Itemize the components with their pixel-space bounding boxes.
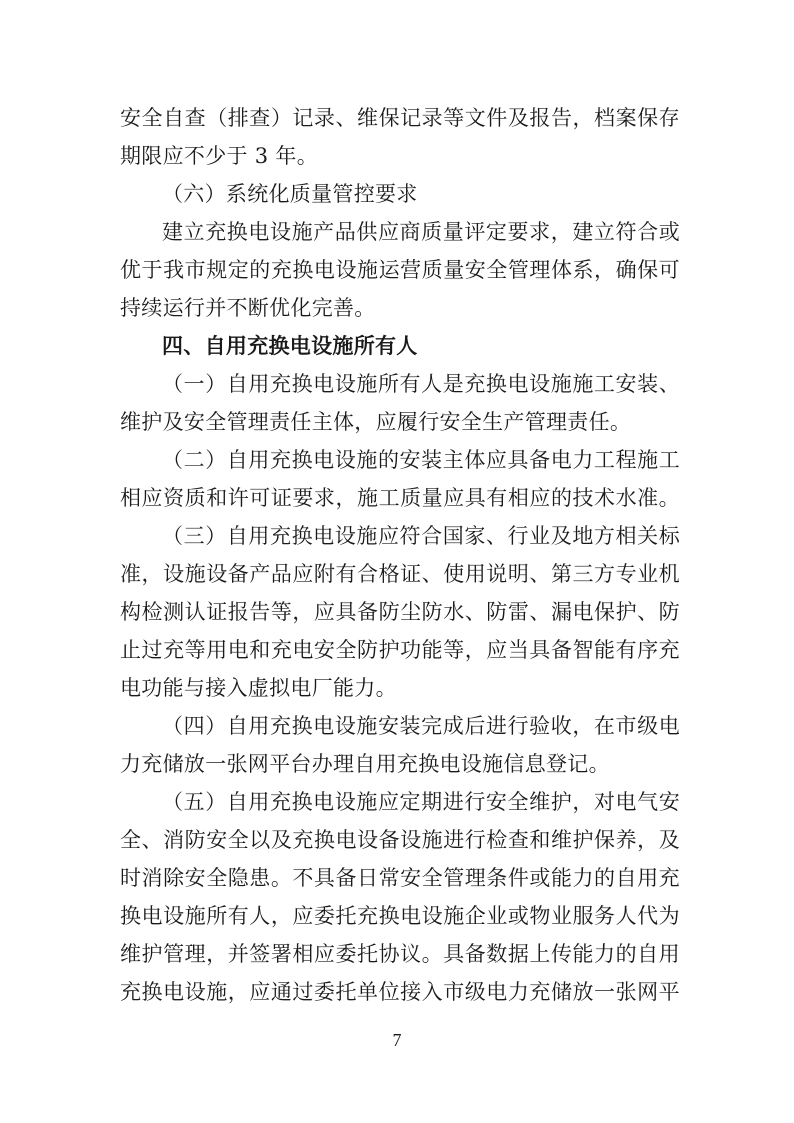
- section-subheading: （六）系统化质量管控要求: [162, 182, 418, 206]
- body-line: （一）自用充换电设施所有人是充换电设施施工安装、: [162, 372, 680, 396]
- body-line: 安全自查（排查）记录、维保记录等文件及报告，档案保存: [120, 106, 680, 130]
- body-line: 全、消防安全以及充换电设备设施进行检查和维护保养，及: [120, 828, 680, 852]
- body-line: 时消除安全隐患。不具备日常安全管理条件或能力的自用充: [120, 866, 680, 890]
- body-line: （二）自用充换电设施的安装主体应具备电力工程施工: [162, 448, 680, 472]
- body-line: 相应资质和许可证要求，施工质量应具有相应的技术水准。: [120, 486, 680, 510]
- body-line: 维护管理，并签署相应委托协议。具备数据上传能力的自用: [120, 942, 680, 966]
- body-line: （三）自用充换电设施应符合国家、行业及地方相关标: [162, 524, 680, 548]
- body-line: 构检测认证报告等，应具备防尘防水、防雷、漏电保护、防: [120, 600, 680, 624]
- body-line: 电功能与接入虚拟电厂能力。: [120, 676, 397, 700]
- body-line: 期限应不少于 3 年。: [120, 144, 319, 168]
- body-line: 优于我市规定的充换电设施运营质量安全管理体系，确保可: [120, 258, 680, 282]
- section-heading: 四、自用充换电设施所有人: [162, 334, 418, 358]
- body-line: 止过充等用电和充电安全防护功能等，应当具备智能有序充: [120, 638, 680, 662]
- body-line: （四）自用充换电设施安装完成后进行验收，在市级电: [162, 714, 680, 738]
- body-line: 持续运行并不断优化完善。: [120, 296, 376, 320]
- body-line: 换电设施所有人，应委托充换电设施企业或物业服务人代为: [120, 904, 680, 928]
- page-number: 7: [392, 1030, 402, 1050]
- body-line: （五）自用充换电设施应定期进行安全维护，对电气安: [162, 790, 680, 814]
- body-line: 维护及安全管理责任主体，应履行安全生产管理责任。: [120, 410, 632, 434]
- body-line: 力充储放一张网平台办理自用充换电设施信息登记。: [120, 752, 610, 776]
- body-line: 建立充换电设施产品供应商质量评定要求，建立符合或: [162, 220, 680, 244]
- body-line: 准，设施设备产品应附有合格证、使用说明、第三方专业机: [120, 562, 680, 586]
- body-line: 充换电设施，应通过委托单位接入市级电力充储放一张网平: [120, 980, 680, 1004]
